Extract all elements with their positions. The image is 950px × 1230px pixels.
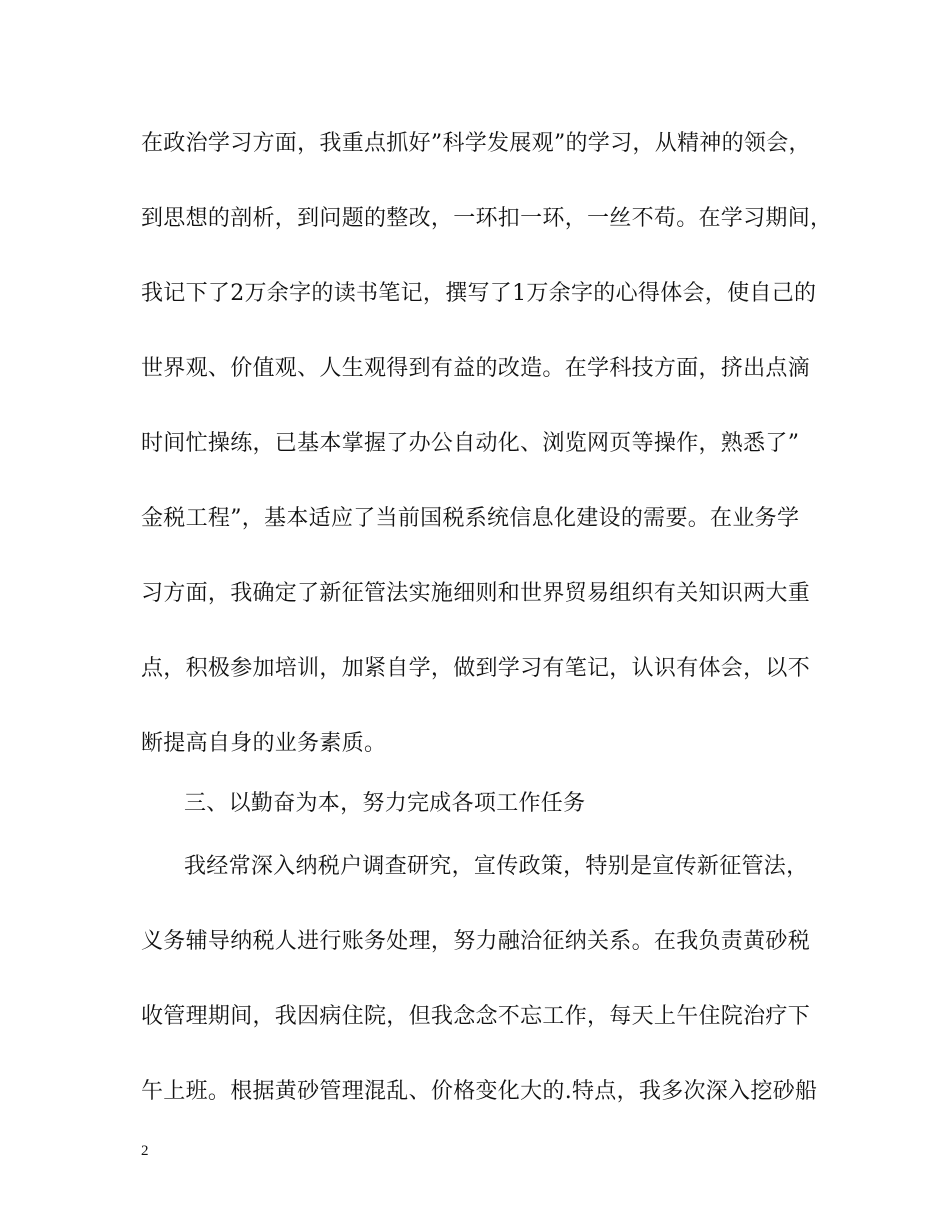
paragraph-line: 世界观、价值观、人生观得到有益的改造。在学科技方面，挤出点滴 (141, 356, 811, 381)
paragraph-line: 到思想的剖析，到问题的整改，一环扣一环，一丝不苟。在学习期间， (141, 206, 833, 231)
paragraph-line: 金税工程”，基本适应了当前国税系统信息化建设的需要。在业务学 (141, 506, 800, 531)
paragraph-line: 午上班。根据黄砂管理混乱、价格变化大的.特点，我多次深入挖砂船 (141, 1079, 818, 1104)
paragraph-line: 我记下了2万余字的读书笔记，撰写了1万余字的心得体会，使自己的 (141, 281, 817, 306)
paragraph-line: 收管理期间，我因病住院，但我念念不忘工作，每天上午住院治疗下 (141, 1004, 811, 1029)
paragraph-line: 义务辅导纳税人进行账务处理，努力融洽征纳关系。在我负责黄砂税 (141, 929, 811, 954)
paragraph-line: 我经常深入纳税户调查研究，宣传政策，特别是宣传新征管法， (184, 854, 809, 879)
paragraph-line: 断提高自身的业务素质。 (141, 731, 387, 756)
section-heading: 三、以勤奋为本，努力完成各项工作任务 (184, 791, 586, 816)
paragraph-line: 习方面，我确定了新征管法实施细则和世界贸易组织有关知识两大重 (141, 581, 811, 606)
paragraph-line: 点，积极参加培训，加紧自学，做到学习有笔记，认识有体会，以不 (141, 656, 811, 681)
paragraph-line: 在政治学习方面，我重点抓好”科学发展观”的学习，从精神的领会， (141, 131, 811, 156)
paragraph-line: 时间忙操练，已基本掌握了办公自动化、浏览网页等操作，熟悉了” (141, 431, 800, 456)
page-number: 2 (141, 1143, 149, 1159)
